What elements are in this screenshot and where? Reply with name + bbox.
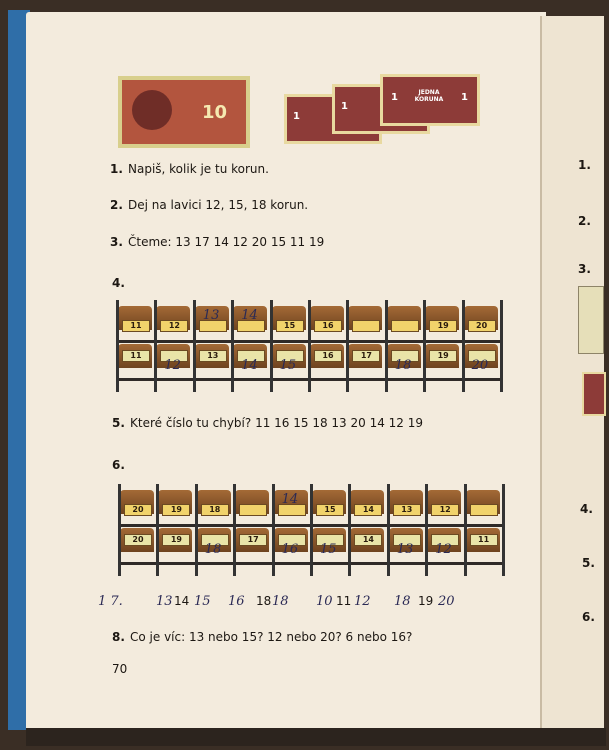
bench-leg (270, 300, 273, 392)
bench-leg (346, 300, 349, 392)
exercise-7-handwritten-number: 20 (438, 594, 455, 609)
seat-number-plate: 15 (316, 504, 344, 516)
seat-number-plate: 15 (276, 320, 304, 332)
exercise-5-text: Které číslo tu chybí? 11 16 15 18 13 20 14 12 19 (130, 416, 424, 430)
bench-leg (193, 300, 196, 392)
banknote-10 (118, 76, 250, 148)
banknote-1-c-value: 1 (391, 92, 398, 103)
seat-number-plate: 17 (352, 350, 380, 362)
bench-leg (500, 300, 503, 392)
handwritten-seat-number: 18 (394, 358, 412, 373)
right-page-num-4: 4. (580, 502, 593, 516)
bench-leg (348, 484, 351, 576)
seat-number-plate: 13 (199, 350, 227, 362)
exercise-4-number: 4. (112, 276, 125, 290)
bottom-edge (26, 728, 606, 746)
bench-leg (502, 484, 505, 576)
bench-leg (233, 484, 236, 576)
right-page-banknote (582, 372, 606, 416)
exercise-7-printed-number: 11 (336, 594, 352, 608)
right-page-num-6: 6. (582, 610, 595, 624)
seat-number-plate: 12 (431, 504, 459, 516)
seat-number-plate: 13 (393, 504, 421, 516)
exercise-7-handwritten-number: 12 (354, 594, 371, 609)
right-page-picture (578, 286, 604, 354)
exercise-8-text: Co je víc: 13 nebo 15? 12 nebo 20? 6 nebo 16? (130, 630, 413, 644)
seat-number-plate: 17 (239, 534, 267, 546)
coat-of-arms-icon (132, 90, 172, 130)
seat-number-plate: 19 (429, 320, 457, 332)
bench-leg (154, 300, 157, 392)
seat-number-plate: 20 (124, 504, 152, 516)
handwritten-seat-number: 15 (279, 358, 297, 373)
seat-number-plate (391, 320, 419, 332)
exercise-5-number: 5. (112, 416, 125, 430)
banknote-1-a-value: 1 (293, 111, 300, 122)
exercise-1-number: 1. (110, 162, 123, 176)
bench-leg (156, 484, 159, 576)
exercise-7-handwritten-number: 16 (228, 594, 245, 609)
seat-number-plate: 20 (468, 320, 496, 332)
seat-number-plate (352, 320, 380, 332)
banknote-1-b-value: 1 (341, 101, 348, 112)
exercise-7-printed-number: 18 (256, 594, 272, 608)
handwritten-seat-number: 13 (202, 308, 220, 323)
bench-6 (118, 484, 504, 576)
handwritten-seat-number: 14 (241, 358, 258, 373)
seat-number-plate: 16 (314, 320, 342, 332)
exercise-7-handwritten-number: 18 (272, 594, 289, 609)
handwritten-seat-number: 16 (281, 542, 299, 557)
bench-leg (116, 300, 119, 392)
seat-number-plate: 19 (162, 534, 190, 546)
right-page-num-5: 5. (582, 556, 595, 570)
right-page-num-3: 3. (578, 262, 591, 276)
bench-leg (425, 484, 428, 576)
seat-number-plate: 19 (429, 350, 457, 362)
bench-leg (464, 484, 467, 576)
seat-number-plate: 11 (470, 534, 498, 546)
exercise-3-text: Čteme: 13 17 14 12 20 15 11 19 (128, 235, 325, 249)
exercise-1-text: Napiš, kolik je tu korun. (128, 162, 269, 176)
exercise-6-number: 6. (112, 458, 125, 472)
exercise-7-handwritten-number: 15 (194, 594, 211, 609)
exercise-7-printed-number: 19 (418, 594, 434, 608)
banknote-1-c-value-right: 1 (461, 92, 468, 103)
exercise-7-prefix-handwritten: 1 7. (98, 594, 123, 609)
exercise-7-handwritten-number: 10 (316, 594, 333, 609)
bench-leg (387, 484, 390, 576)
exercise-2-number: 2. (110, 198, 123, 212)
handwritten-seat-number: 15 (320, 542, 337, 557)
bench-leg (423, 300, 426, 392)
seat-number-plate: 18 (201, 504, 229, 516)
right-page-num-2: 2. (578, 214, 591, 228)
handwritten-seat-number: 12 (435, 542, 452, 557)
bench-leg (231, 300, 234, 392)
seat-number-plate: 11 (122, 350, 150, 362)
bench-leg (385, 300, 388, 392)
bench-4 (116, 300, 502, 392)
seat-number-plate: 16 (314, 350, 342, 362)
seat-number-plate: 12 (160, 320, 188, 332)
handwritten-seat-number: 14 (241, 308, 258, 323)
handwritten-seat-number: 20 (471, 358, 489, 373)
seat-number-plate (239, 504, 267, 516)
handwritten-seat-number: 13 (396, 542, 414, 557)
handwritten-seat-number: 18 (204, 542, 222, 557)
banknote-1-c-text: JEDNA KORUNA (414, 89, 444, 103)
bench-leg (118, 484, 121, 576)
right-page-num-1: 1. (578, 158, 591, 172)
bench-leg (310, 484, 313, 576)
handwritten-seat-number: 12 (164, 358, 181, 373)
seat-number-plate: 11 (122, 320, 150, 332)
seat-number-plate: 14 (354, 504, 382, 516)
handwritten-seat-number: 14 (281, 492, 299, 507)
exercise-7-handwritten-number: 13 (156, 594, 173, 609)
page-number: 70 (112, 662, 128, 676)
banknote-10-value: 10 (202, 102, 228, 123)
exercise-3-number: 3. (110, 235, 123, 249)
banknote-1-c (380, 74, 480, 126)
bench-leg (272, 484, 275, 576)
bench-leg (308, 300, 311, 392)
exercise-7-printed-number: 14 (174, 594, 190, 608)
bench-leg (462, 300, 465, 392)
exercise-8-number: 8. (112, 630, 125, 644)
seat-number-plate: 20 (124, 534, 152, 546)
bench-leg (195, 484, 198, 576)
seat-number-plate (470, 504, 498, 516)
exercise-2-text: Dej na lavici 12, 15, 18 korun. (128, 198, 309, 212)
seat-number-plate: 14 (354, 534, 382, 546)
exercise-7-handwritten-number: 18 (394, 594, 411, 609)
seat-number-plate: 19 (162, 504, 190, 516)
